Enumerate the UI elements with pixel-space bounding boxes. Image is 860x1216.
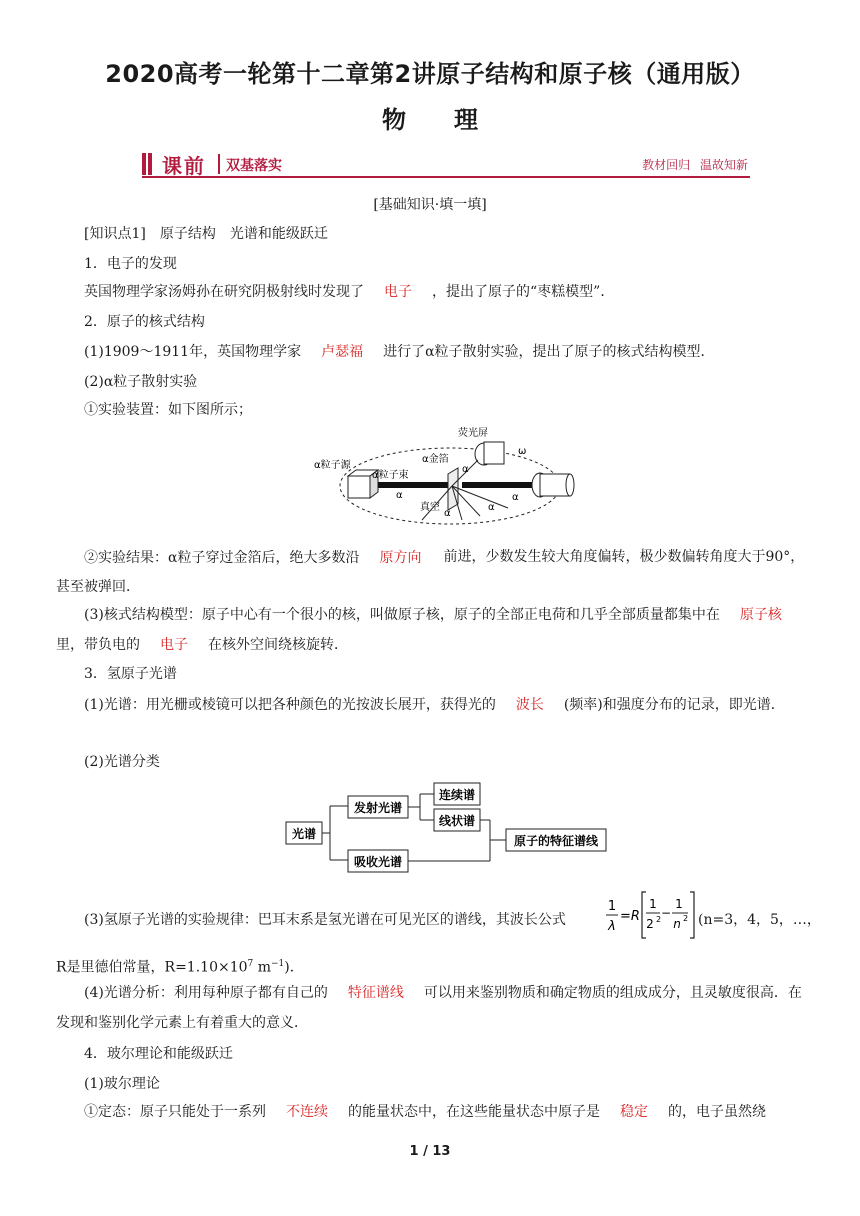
text: (频率)和强度分布的记录，即光谱．	[563, 697, 785, 713]
formula-lhs-num: 1	[607, 899, 617, 914]
formula-a-exp: 2	[656, 915, 662, 924]
answer-electron: 电子	[384, 284, 412, 300]
section-banner	[142, 150, 750, 178]
paragraph-spectrum-classification: (2)光谱分类	[84, 754, 160, 770]
text: 的能量状态中，在这些能量状态中原子是	[348, 1104, 600, 1120]
label-emission: 发射光谱	[353, 801, 403, 815]
text: (3)核式结构模型：原子中心有一个很小的核，叫做原子核，原子的全部正电荷和几乎全部质量都集中在	[84, 607, 720, 623]
formula-b-den: n	[673, 917, 681, 931]
text: 的，电子虽然绕	[668, 1104, 766, 1120]
unit: m	[253, 959, 271, 976]
label-beam: α粒子束	[372, 470, 409, 481]
paragraph-stationary-state	[84, 1102, 766, 1122]
label-line: 线状谱	[438, 814, 476, 828]
heading-bohr: 4．玻尔理论和能级跃迁	[84, 1046, 233, 1062]
knowledge-point-heading: [知识点1] 原子结构 光谱和能级跃迁	[84, 226, 328, 242]
document-subject: 物理	[382, 106, 526, 134]
alpha-scattering-figure	[312, 424, 582, 528]
answer-characteristic-lines: 特征谱线	[347, 985, 404, 1001]
balmer-formula	[606, 886, 698, 946]
text: (4)光谱分析：利用每种原子都有自己的	[84, 985, 328, 1001]
formula-b-exp: 2	[683, 914, 689, 923]
alpha-beam	[378, 482, 448, 488]
text: (1)1909～1911年，英国物理学家	[84, 344, 302, 360]
text: R是里德伯常量，R=1.10×10	[56, 959, 248, 976]
banner-sub-label: 双基落实	[226, 158, 282, 174]
paragraph-bohr-theory: (1)玻尔理论	[84, 1076, 160, 1092]
label-alpha-3: α	[488, 502, 495, 513]
paragraph-spectrum-definition	[56, 690, 808, 720]
section-heading: [基础知识·填一填]	[373, 197, 487, 213]
answer-nucleus: 原子核	[739, 607, 782, 623]
paragraph-rydberg	[56, 954, 304, 978]
text: 进行了α粒子散射实验，提出了原子的核式结构模型．	[383, 344, 715, 360]
text: 可以用来鉴别物质和确定物质的组成成分，且灵敏度很高．在发现和鉴别化学元素上有着重大的意义．	[56, 985, 802, 1031]
answer-original-direction: 原方向	[379, 550, 422, 566]
label-vacuum: 真空	[420, 502, 440, 513]
page-number: 1 / 13	[409, 1144, 451, 1159]
label-absorption: 吸收光谱	[353, 855, 403, 869]
heading-nuclear-structure: 2．原子的核式结构	[84, 314, 205, 330]
heading-electron-discovery: 1．电子的发现	[84, 256, 177, 272]
banner-right-label: 教材回归 温故知新	[642, 158, 748, 172]
label-foil: α金箔	[422, 454, 449, 465]
banner-bars-decoration	[142, 153, 154, 179]
paragraph-apparatus: ①实验装置：如下图所示；	[84, 402, 252, 418]
label-screen: 荧光屏	[458, 428, 488, 439]
text: 英国物理学家汤姆孙在研究阴极射线时发现了	[84, 284, 364, 300]
label-alpha-5: α	[462, 464, 469, 475]
formula-minus: −	[661, 906, 672, 920]
label-omega: ω	[518, 446, 527, 457]
label-continuous: 连续谱	[438, 788, 476, 802]
label-alpha-4: α	[512, 492, 519, 503]
label-source: α粒子源	[314, 460, 351, 471]
text: 在核外空间绕核旋转．	[208, 637, 348, 653]
label-alpha-1: α	[396, 490, 403, 501]
answer-rutherford: 卢瑟福	[321, 344, 364, 360]
alpha-source-box	[348, 476, 370, 498]
formula-a-den: 2	[646, 917, 654, 931]
label-characteristic: 原子的特征谱线	[513, 834, 599, 848]
text: 里，带负电的	[56, 637, 140, 653]
paragraph-spectral-analysis	[56, 978, 808, 1038]
answer-stable: 稳定	[620, 1104, 648, 1120]
text: ，提出了原子的“枣糕模型”．	[432, 284, 615, 300]
heading-hydrogen-spectrum: 3．氢原子光谱	[84, 666, 177, 682]
text: 前进，少数发生较大角度偏转，极少数偏转角度大于90°，甚至被弹回．	[56, 549, 805, 595]
text: )．	[284, 959, 304, 976]
text: ①定态：原子只能处于一系列	[84, 1104, 266, 1120]
paragraph-balmer	[84, 910, 566, 930]
formula-b-num: 1	[675, 897, 683, 911]
answer-discontinuous: 不连续	[286, 1104, 328, 1120]
spectrum-classification-diagram	[284, 774, 624, 874]
text: (1)光谱：用光栅或棱镜可以把各种颜色的光按波长展开，获得光的	[84, 697, 496, 713]
paragraph-rutherford	[84, 342, 715, 362]
answer-wavelength: 波长	[515, 697, 544, 713]
banner-divider	[218, 154, 220, 174]
formula-a-num: 1	[649, 897, 657, 911]
label-alpha-2: α	[444, 508, 451, 519]
paragraph-results-wrap	[56, 542, 808, 602]
paragraph-balmer-n: (n=3，4，5，…，	[698, 912, 821, 928]
paragraph-nuclear-model	[56, 600, 808, 660]
paragraph-thomson	[84, 282, 614, 302]
formula-lhs-den: λ	[608, 919, 616, 934]
text: (3)氢原子光谱的实验规律：巴耳末系是氢光谱在可见光区的谱线，其波长公式	[84, 912, 566, 928]
label-spectrum: 光谱	[291, 827, 317, 841]
answer-electron-2: 电子	[160, 637, 188, 653]
text: ②实验结果：α粒子穿过金箔后，绝大多数沿	[84, 550, 360, 566]
document-title: 2020高考一轮第十二章第2讲原子结构和原子核（通用版）	[105, 60, 755, 88]
formula-eq: =R	[620, 909, 640, 924]
exponent: 7	[247, 959, 254, 969]
paragraph-alpha-experiment: (2)α粒子散射实验	[84, 374, 198, 390]
banner-main-label: 课前	[162, 154, 206, 178]
unit-exponent: −1	[271, 959, 285, 969]
